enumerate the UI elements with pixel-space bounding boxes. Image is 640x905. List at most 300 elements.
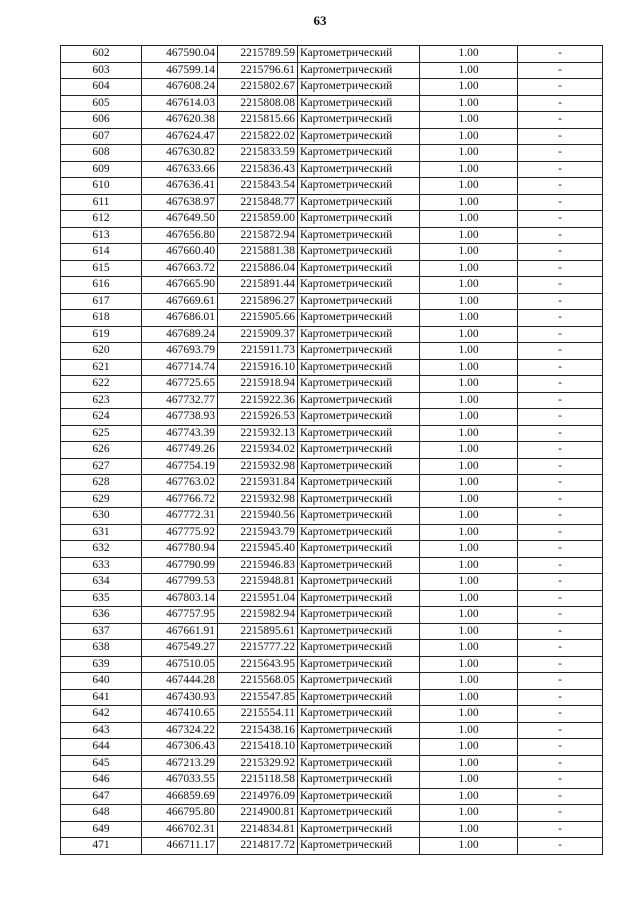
- precision-cell: 1.00: [420, 161, 518, 178]
- x-coordinate-cell: 467614.03: [142, 95, 218, 112]
- point-number-cell: 628: [61, 475, 142, 492]
- x-coordinate-cell: 467772.31: [142, 508, 218, 525]
- table-row: [61, 689, 603, 706]
- point-number-cell: 635: [61, 590, 142, 607]
- precision-cell: 1.00: [420, 508, 518, 525]
- x-coordinate-cell: 467803.14: [142, 590, 218, 607]
- precision-cell: 1.00: [420, 128, 518, 145]
- description-cell: -: [518, 475, 603, 492]
- precision-cell: 1.00: [420, 590, 518, 607]
- table-row: [61, 524, 603, 541]
- table-row: [61, 821, 603, 838]
- precision-cell: 1.00: [420, 79, 518, 96]
- method-cell: Картометрический: [298, 79, 420, 96]
- method-cell: Картометрический: [298, 326, 420, 343]
- y-coordinate-cell: 2215931.84: [218, 475, 298, 492]
- description-cell: -: [518, 673, 603, 690]
- method-cell: Картометрический: [298, 805, 420, 822]
- table-row: [61, 244, 603, 261]
- x-coordinate-cell: 467714.74: [142, 359, 218, 376]
- method-cell: Картометрический: [298, 673, 420, 690]
- point-number-cell: 620: [61, 343, 142, 360]
- table-row: [61, 574, 603, 591]
- point-number-cell: 648: [61, 805, 142, 822]
- table-row: [61, 211, 603, 228]
- point-number-cell: 631: [61, 524, 142, 541]
- x-coordinate-cell: 467738.93: [142, 409, 218, 426]
- point-number-cell: 638: [61, 640, 142, 657]
- precision-cell: 1.00: [420, 722, 518, 739]
- table-row: [61, 310, 603, 327]
- table-row: [61, 376, 603, 393]
- description-cell: -: [518, 62, 603, 79]
- point-number-cell: 617: [61, 293, 142, 310]
- method-cell: Картометрический: [298, 458, 420, 475]
- description-cell: -: [518, 491, 603, 508]
- y-coordinate-cell: 2215872.94: [218, 227, 298, 244]
- x-coordinate-cell: 466711.17: [142, 838, 218, 855]
- description-cell: -: [518, 524, 603, 541]
- table-row: [61, 722, 603, 739]
- point-number-cell: 642: [61, 706, 142, 723]
- y-coordinate-cell: 2215808.08: [218, 95, 298, 112]
- table-row: [61, 739, 603, 756]
- method-cell: Картометрический: [298, 524, 420, 541]
- y-coordinate-cell: 2215946.83: [218, 557, 298, 574]
- description-cell: -: [518, 260, 603, 277]
- precision-cell: 1.00: [420, 689, 518, 706]
- y-coordinate-cell: 2214834.81: [218, 821, 298, 838]
- point-number-cell: 645: [61, 755, 142, 772]
- point-number-cell: 634: [61, 574, 142, 591]
- point-number-cell: 623: [61, 392, 142, 409]
- y-coordinate-cell: 2215859.00: [218, 211, 298, 228]
- table-row: [61, 706, 603, 723]
- y-coordinate-cell: 2215777.22: [218, 640, 298, 657]
- precision-cell: 1.00: [420, 145, 518, 162]
- x-coordinate-cell: 467663.72: [142, 260, 218, 277]
- method-cell: Картометрический: [298, 227, 420, 244]
- y-coordinate-cell: 2214817.72: [218, 838, 298, 855]
- point-number-cell: 610: [61, 178, 142, 195]
- y-coordinate-cell: 2215554.11: [218, 706, 298, 723]
- x-coordinate-cell: 467444.28: [142, 673, 218, 690]
- y-coordinate-cell: 2215948.81: [218, 574, 298, 591]
- precision-cell: 1.00: [420, 805, 518, 822]
- table-row: [61, 46, 603, 63]
- precision-cell: 1.00: [420, 260, 518, 277]
- table-row: [61, 772, 603, 789]
- point-number-cell: 608: [61, 145, 142, 162]
- x-coordinate-cell: 467636.41: [142, 178, 218, 195]
- point-number-cell: 606: [61, 112, 142, 129]
- x-coordinate-cell: 467725.65: [142, 376, 218, 393]
- precision-cell: 1.00: [420, 623, 518, 640]
- method-cell: Картометрический: [298, 409, 420, 426]
- precision-cell: 1.00: [420, 458, 518, 475]
- point-number-cell: 626: [61, 442, 142, 459]
- table-row: [61, 79, 603, 96]
- method-cell: Картометрический: [298, 772, 420, 789]
- table-row: [61, 62, 603, 79]
- table-row: [61, 392, 603, 409]
- table-row: [61, 805, 603, 822]
- y-coordinate-cell: 2215926.53: [218, 409, 298, 426]
- method-cell: Картометрический: [298, 475, 420, 492]
- table-row: [61, 145, 603, 162]
- method-cell: Картометрический: [298, 706, 420, 723]
- point-number-cell: 637: [61, 623, 142, 640]
- precision-cell: 1.00: [420, 640, 518, 657]
- method-cell: Картометрический: [298, 722, 420, 739]
- y-coordinate-cell: 2215796.61: [218, 62, 298, 79]
- method-cell: Картометрический: [298, 194, 420, 211]
- y-coordinate-cell: 2215438.16: [218, 722, 298, 739]
- point-number-cell: 629: [61, 491, 142, 508]
- y-coordinate-cell: 2215886.04: [218, 260, 298, 277]
- y-coordinate-cell: 2215945.40: [218, 541, 298, 558]
- x-coordinate-cell: 467693.79: [142, 343, 218, 360]
- precision-cell: 1.00: [420, 293, 518, 310]
- description-cell: -: [518, 178, 603, 195]
- precision-cell: 1.00: [420, 62, 518, 79]
- method-cell: Картометрический: [298, 623, 420, 640]
- method-cell: Картометрический: [298, 508, 420, 525]
- point-number-cell: 622: [61, 376, 142, 393]
- description-cell: -: [518, 95, 603, 112]
- description-cell: -: [518, 326, 603, 343]
- point-number-cell: 636: [61, 607, 142, 624]
- point-number-cell: 625: [61, 425, 142, 442]
- method-cell: Картометрический: [298, 310, 420, 327]
- method-cell: Картометрический: [298, 607, 420, 624]
- method-cell: Картометрический: [298, 640, 420, 657]
- method-cell: Картометрический: [298, 376, 420, 393]
- table-row: [61, 475, 603, 492]
- table-row: [61, 178, 603, 195]
- table-row: [61, 673, 603, 690]
- y-coordinate-cell: 2214976.09: [218, 788, 298, 805]
- description-cell: -: [518, 838, 603, 855]
- y-coordinate-cell: 2215982.94: [218, 607, 298, 624]
- description-cell: -: [518, 788, 603, 805]
- table-row: [61, 343, 603, 360]
- x-coordinate-cell: 467630.82: [142, 145, 218, 162]
- y-coordinate-cell: 2215940.56: [218, 508, 298, 525]
- description-cell: -: [518, 425, 603, 442]
- description-cell: -: [518, 458, 603, 475]
- x-coordinate-cell: 467306.43: [142, 739, 218, 756]
- x-coordinate-cell: 467686.01: [142, 310, 218, 327]
- table-row: [61, 656, 603, 673]
- point-number-cell: 615: [61, 260, 142, 277]
- description-cell: -: [518, 755, 603, 772]
- method-cell: Картометрический: [298, 95, 420, 112]
- y-coordinate-cell: 2215916.10: [218, 359, 298, 376]
- point-number-cell: 603: [61, 62, 142, 79]
- method-cell: Картометрический: [298, 821, 420, 838]
- y-coordinate-cell: 2215905.66: [218, 310, 298, 327]
- x-coordinate-cell: 467608.24: [142, 79, 218, 96]
- method-cell: Картометрический: [298, 161, 420, 178]
- x-coordinate-cell: 466702.31: [142, 821, 218, 838]
- point-number-cell: 616: [61, 277, 142, 294]
- description-cell: -: [518, 508, 603, 525]
- table-row: [61, 755, 603, 772]
- method-cell: Картометрический: [298, 689, 420, 706]
- description-cell: -: [518, 590, 603, 607]
- method-cell: Картометрический: [298, 425, 420, 442]
- y-coordinate-cell: 2215951.04: [218, 590, 298, 607]
- precision-cell: 1.00: [420, 343, 518, 360]
- x-coordinate-cell: 467510.05: [142, 656, 218, 673]
- x-coordinate-cell: 467033.55: [142, 772, 218, 789]
- y-coordinate-cell: 2215932.98: [218, 458, 298, 475]
- description-cell: -: [518, 128, 603, 145]
- description-cell: -: [518, 244, 603, 261]
- method-cell: Картометрический: [298, 491, 420, 508]
- point-number-cell: 633: [61, 557, 142, 574]
- method-cell: Картометрический: [298, 293, 420, 310]
- method-cell: Картометрический: [298, 392, 420, 409]
- table-row: [61, 128, 603, 145]
- precision-cell: 1.00: [420, 673, 518, 690]
- precision-cell: 1.00: [420, 442, 518, 459]
- x-coordinate-cell: 467763.02: [142, 475, 218, 492]
- precision-cell: 1.00: [420, 656, 518, 673]
- x-coordinate-cell: 467757.95: [142, 607, 218, 624]
- precision-cell: 1.00: [420, 755, 518, 772]
- table-row: [61, 227, 603, 244]
- description-cell: -: [518, 392, 603, 409]
- point-number-cell: 607: [61, 128, 142, 145]
- method-cell: Картометрический: [298, 260, 420, 277]
- y-coordinate-cell: 2215843.54: [218, 178, 298, 195]
- precision-cell: 1.00: [420, 706, 518, 723]
- description-cell: -: [518, 343, 603, 360]
- x-coordinate-cell: 467430.93: [142, 689, 218, 706]
- x-coordinate-cell: 467790.99: [142, 557, 218, 574]
- table-row: [61, 359, 603, 376]
- table-row: [61, 277, 603, 294]
- method-cell: Картометрический: [298, 574, 420, 591]
- description-cell: -: [518, 409, 603, 426]
- point-number-cell: 609: [61, 161, 142, 178]
- precision-cell: 1.00: [420, 178, 518, 195]
- y-coordinate-cell: 2215911.73: [218, 343, 298, 360]
- point-number-cell: 644: [61, 739, 142, 756]
- y-coordinate-cell: 2215822.02: [218, 128, 298, 145]
- table-row: [61, 161, 603, 178]
- method-cell: Картометрический: [298, 62, 420, 79]
- y-coordinate-cell: 2215815.66: [218, 112, 298, 129]
- table-row: [61, 326, 603, 343]
- x-coordinate-cell: 467324.22: [142, 722, 218, 739]
- y-coordinate-cell: 2215891.44: [218, 277, 298, 294]
- precision-cell: 1.00: [420, 574, 518, 591]
- precision-cell: 1.00: [420, 46, 518, 63]
- y-coordinate-cell: 2215836.43: [218, 161, 298, 178]
- y-coordinate-cell: 2215932.98: [218, 491, 298, 508]
- precision-cell: 1.00: [420, 112, 518, 129]
- point-number-cell: 630: [61, 508, 142, 525]
- x-coordinate-cell: 467766.72: [142, 491, 218, 508]
- x-coordinate-cell: 467213.29: [142, 755, 218, 772]
- precision-cell: 1.00: [420, 557, 518, 574]
- description-cell: -: [518, 640, 603, 657]
- coordinates-table: [60, 45, 603, 855]
- table-row: [61, 541, 603, 558]
- x-coordinate-cell: 467754.19: [142, 458, 218, 475]
- y-coordinate-cell: 2215934.02: [218, 442, 298, 459]
- point-number-cell: 640: [61, 673, 142, 690]
- precision-cell: 1.00: [420, 475, 518, 492]
- y-coordinate-cell: 2215909.37: [218, 326, 298, 343]
- method-cell: Картометрический: [298, 343, 420, 360]
- description-cell: -: [518, 227, 603, 244]
- precision-cell: 1.00: [420, 359, 518, 376]
- method-cell: Картометрический: [298, 656, 420, 673]
- y-coordinate-cell: 2214900.81: [218, 805, 298, 822]
- point-number-cell: 471: [61, 838, 142, 855]
- description-cell: -: [518, 112, 603, 129]
- point-number-cell: 646: [61, 772, 142, 789]
- description-cell: -: [518, 772, 603, 789]
- table-row: [61, 557, 603, 574]
- method-cell: Картометрический: [298, 46, 420, 63]
- coordinates-table-body: [61, 46, 603, 855]
- precision-cell: 1.00: [420, 211, 518, 228]
- x-coordinate-cell: 467660.40: [142, 244, 218, 261]
- description-cell: -: [518, 277, 603, 294]
- y-coordinate-cell: 2215568.05: [218, 673, 298, 690]
- x-coordinate-cell: 467549.27: [142, 640, 218, 657]
- x-coordinate-cell: 467689.24: [142, 326, 218, 343]
- precision-cell: 1.00: [420, 739, 518, 756]
- table-row: [61, 788, 603, 805]
- y-coordinate-cell: 2215943.79: [218, 524, 298, 541]
- precision-cell: 1.00: [420, 277, 518, 294]
- y-coordinate-cell: 2215643.95: [218, 656, 298, 673]
- x-coordinate-cell: 467732.77: [142, 392, 218, 409]
- precision-cell: 1.00: [420, 821, 518, 838]
- y-coordinate-cell: 2215329.92: [218, 755, 298, 772]
- x-coordinate-cell: 467620.38: [142, 112, 218, 129]
- page-number: 63: [313, 13, 327, 28]
- table-row: [61, 442, 603, 459]
- description-cell: -: [518, 442, 603, 459]
- table-row: [61, 838, 603, 855]
- y-coordinate-cell: 2215547.85: [218, 689, 298, 706]
- table-row: [61, 640, 603, 657]
- point-number-cell: 602: [61, 46, 142, 63]
- method-cell: Картометрический: [298, 739, 420, 756]
- precision-cell: 1.00: [420, 310, 518, 327]
- description-cell: -: [518, 211, 603, 228]
- y-coordinate-cell: 2215418.10: [218, 739, 298, 756]
- x-coordinate-cell: 467410.65: [142, 706, 218, 723]
- precision-cell: 1.00: [420, 772, 518, 789]
- x-coordinate-cell: 467775.92: [142, 524, 218, 541]
- description-cell: -: [518, 145, 603, 162]
- method-cell: Картометрический: [298, 178, 420, 195]
- description-cell: -: [518, 656, 603, 673]
- point-number-cell: 611: [61, 194, 142, 211]
- point-number-cell: 619: [61, 326, 142, 343]
- table-row: [61, 458, 603, 475]
- table-row: [61, 623, 603, 640]
- y-coordinate-cell: 2215932.13: [218, 425, 298, 442]
- point-number-cell: 621: [61, 359, 142, 376]
- precision-cell: 1.00: [420, 392, 518, 409]
- x-coordinate-cell: 467633.66: [142, 161, 218, 178]
- y-coordinate-cell: 2215881.38: [218, 244, 298, 261]
- description-cell: -: [518, 79, 603, 96]
- point-number-cell: 612: [61, 211, 142, 228]
- precision-cell: 1.00: [420, 194, 518, 211]
- precision-cell: 1.00: [420, 244, 518, 261]
- point-number-cell: 618: [61, 310, 142, 327]
- method-cell: Картометрический: [298, 359, 420, 376]
- method-cell: Картометрический: [298, 838, 420, 855]
- table-row: [61, 112, 603, 129]
- description-cell: -: [518, 376, 603, 393]
- point-number-cell: 639: [61, 656, 142, 673]
- y-coordinate-cell: 2215802.67: [218, 79, 298, 96]
- x-coordinate-cell: 467780.94: [142, 541, 218, 558]
- method-cell: Картометрический: [298, 755, 420, 772]
- y-coordinate-cell: 2215848.77: [218, 194, 298, 211]
- x-coordinate-cell: 467638.97: [142, 194, 218, 211]
- method-cell: Картометрический: [298, 442, 420, 459]
- description-cell: -: [518, 557, 603, 574]
- description-cell: -: [518, 359, 603, 376]
- y-coordinate-cell: 2215896.27: [218, 293, 298, 310]
- method-cell: Картометрический: [298, 590, 420, 607]
- table-row: [61, 409, 603, 426]
- x-coordinate-cell: 467749.26: [142, 442, 218, 459]
- point-number-cell: 624: [61, 409, 142, 426]
- precision-cell: 1.00: [420, 409, 518, 426]
- y-coordinate-cell: 2215922.36: [218, 392, 298, 409]
- method-cell: Картометрический: [298, 277, 420, 294]
- table-row: [61, 590, 603, 607]
- precision-cell: 1.00: [420, 491, 518, 508]
- y-coordinate-cell: 2215833.59: [218, 145, 298, 162]
- method-cell: Картометрический: [298, 557, 420, 574]
- y-coordinate-cell: 2215918.94: [218, 376, 298, 393]
- description-cell: -: [518, 161, 603, 178]
- point-number-cell: 649: [61, 821, 142, 838]
- description-cell: -: [518, 293, 603, 310]
- description-cell: -: [518, 722, 603, 739]
- table-row: [61, 425, 603, 442]
- description-cell: -: [518, 821, 603, 838]
- table-row: [61, 260, 603, 277]
- table-row: [61, 508, 603, 525]
- method-cell: Картометрический: [298, 145, 420, 162]
- point-number-cell: 641: [61, 689, 142, 706]
- point-number-cell: 643: [61, 722, 142, 739]
- precision-cell: 1.00: [420, 376, 518, 393]
- x-coordinate-cell: 467649.50: [142, 211, 218, 228]
- point-number-cell: 604: [61, 79, 142, 96]
- x-coordinate-cell: 467743.39: [142, 425, 218, 442]
- x-coordinate-cell: 466795.80: [142, 805, 218, 822]
- table-row: [61, 194, 603, 211]
- point-number-cell: 627: [61, 458, 142, 475]
- precision-cell: 1.00: [420, 326, 518, 343]
